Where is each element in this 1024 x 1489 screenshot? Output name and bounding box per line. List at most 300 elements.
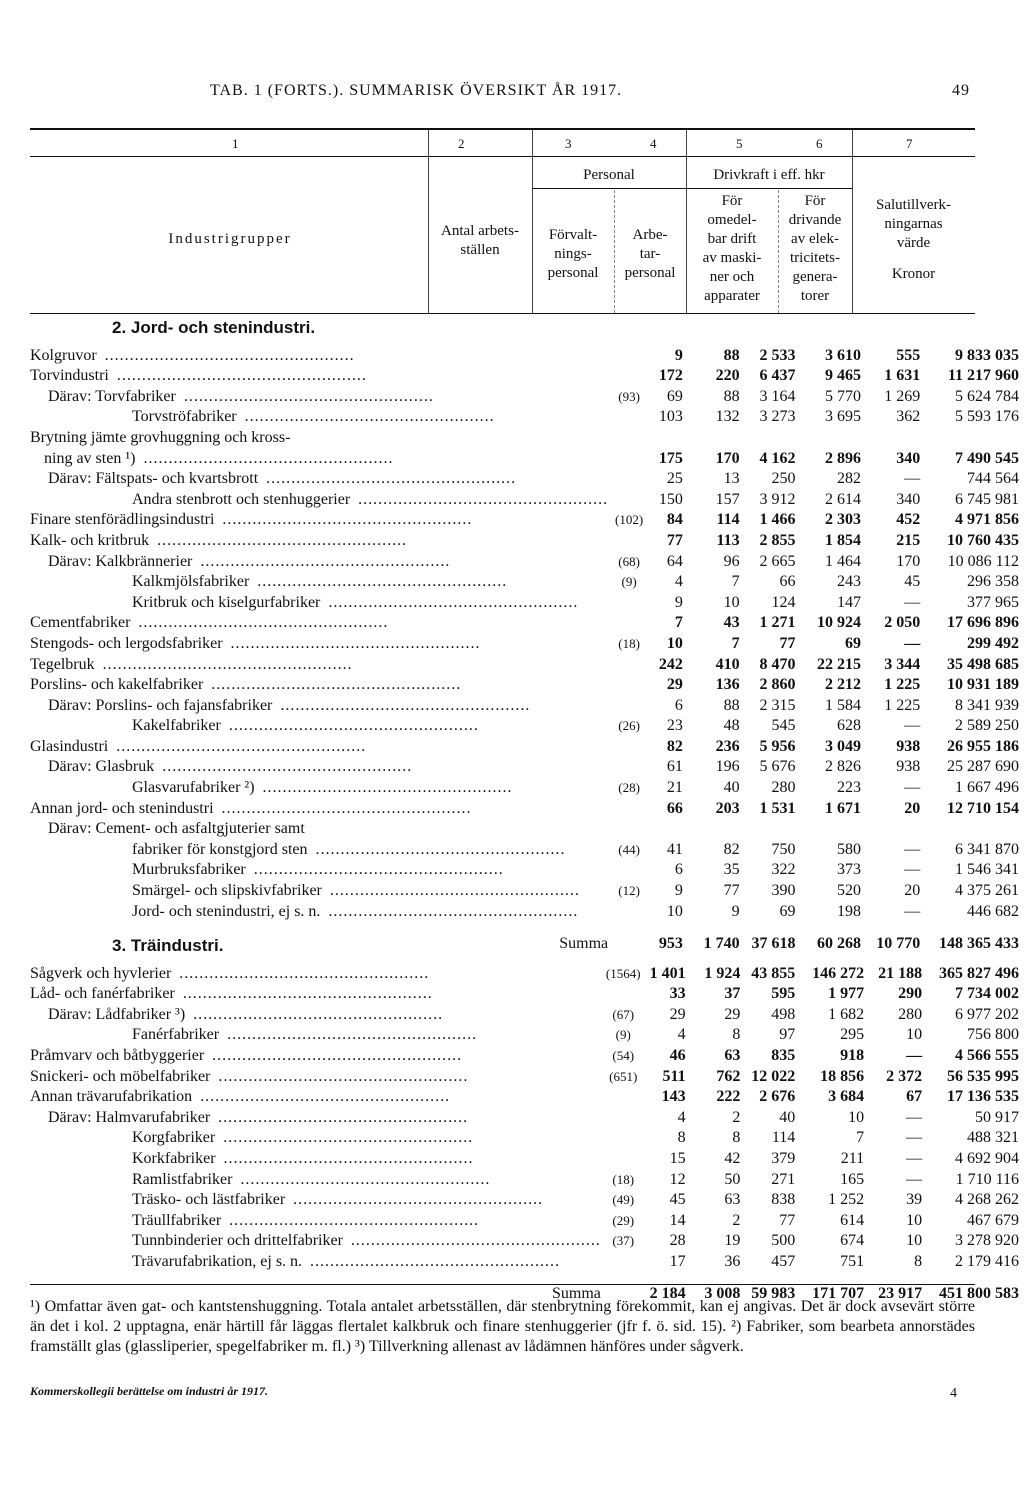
row-reference [608, 694, 650, 715]
cell-workers: 66 [779, 573, 796, 591]
cell-power-direct: 1 854 [824, 531, 861, 549]
row-reference: (18) [618, 635, 640, 651]
cell-workers: 250 [771, 470, 796, 488]
cell-power-direct: 918 [840, 1046, 865, 1064]
cell-workplaces: 25 [666, 470, 683, 488]
column-number-2: 2 [458, 136, 465, 151]
row-reference: (44) [618, 841, 640, 857]
cell-sales-value: 2 589 250 [955, 717, 1019, 735]
cell-sales-value: 9 833 035 [955, 346, 1019, 364]
table-row [30, 488, 1024, 509]
column-number-7: 7 [906, 136, 913, 151]
cell-sales-value: 10 931 189 [947, 676, 1019, 694]
row-label: Ramlistfabriker .................................................. [132, 1170, 491, 1188]
cell-power-generators: 67 [906, 1088, 923, 1106]
cell-sales-value: 299 492 [967, 634, 1019, 652]
cell-workplaces: 69 [666, 387, 683, 405]
cell-workers: 2 676 [759, 1088, 796, 1106]
cell-sales-value: 488 321 [967, 1129, 1019, 1147]
table-row [30, 756, 1024, 777]
cell-workers: 835 [771, 1046, 796, 1064]
row-label: Därav: Fältspats- och kvartsbrott .................................................. [48, 470, 517, 488]
cell-power-generators: — [904, 861, 921, 879]
cell-admin-personnel: 88 [723, 346, 740, 364]
cell-workplaces: 8 [677, 1129, 686, 1147]
cell-workplaces: 4 [674, 573, 683, 591]
row-label: Därav: Lådfabriker ³) .................................................. [48, 1005, 444, 1023]
row-label: Låd- och fanérfabriker .................................................. [30, 985, 433, 1003]
cell-sales-value: 377 965 [967, 593, 1019, 611]
row-label: Därav: Torvfabriker .................................................. [48, 387, 434, 405]
row-reference [601, 1127, 646, 1148]
sheet-mark: 4 [950, 1386, 957, 1401]
cell-workplaces: 84 [666, 511, 683, 529]
row-label: Andra stenbrott och stenhuggerier .................................................. [132, 490, 609, 508]
cell-power-generators: 215 [896, 531, 921, 549]
cell-sales-value: 5 624 784 [955, 387, 1019, 405]
cell-admin-personnel: 19 [724, 1232, 741, 1250]
cell-sales-value: 56 535 995 [947, 1067, 1019, 1085]
cell-workers: 271 [771, 1170, 796, 1188]
table-row [30, 1250, 1024, 1271]
cell-sales-value: 50 917 [975, 1108, 1019, 1126]
cell-workers: 500 [771, 1232, 796, 1250]
cell-admin-personnel: 1 924 [704, 964, 741, 982]
cell-admin-personnel: 10 [723, 593, 740, 611]
table-row [30, 550, 1024, 571]
table-row [30, 612, 1024, 633]
page-number: 49 [952, 82, 970, 99]
industry-groups-header: Industrigrupper [168, 231, 292, 247]
table-row [30, 735, 1024, 756]
cell-workplaces: 64 [666, 552, 683, 570]
cell-workplaces: 9 [674, 346, 683, 364]
cell-workplaces: 82 [666, 737, 683, 755]
table-row [30, 591, 1024, 612]
cell-power-generators: 20 [904, 799, 921, 817]
row-reference [601, 1147, 646, 1168]
cell-power-direct: 69 [844, 634, 861, 652]
cell-power-generators: — [906, 1046, 923, 1064]
row-label: Glasvarufabriker ²) .................................................. [132, 779, 513, 797]
cell-workers: 379 [771, 1149, 796, 1167]
cell-workplaces: 41 [666, 840, 683, 858]
column-number-4: 4 [650, 136, 657, 151]
total-power-generators: 10 770 [876, 934, 921, 952]
cell-workplaces: 175 [658, 449, 683, 467]
cell-sales-value: 6 745 981 [955, 490, 1019, 508]
cell-sales-value: 17 136 535 [947, 1088, 1019, 1106]
row-label: Brytning jämte grovhuggning och kross- [30, 426, 608, 447]
cell-power-generators: — [904, 634, 921, 652]
cell-workplaces: 6 [674, 696, 683, 714]
cell-workplaces [650, 426, 688, 447]
row-reference [608, 900, 650, 921]
cell-admin-personnel: 113 [716, 531, 740, 549]
table-row [30, 776, 1024, 797]
row-reference [601, 1086, 646, 1107]
cell-workplaces: 33 [669, 985, 686, 1003]
cell-sales-value: 1 710 116 [955, 1170, 1019, 1188]
cell-workers: 838 [771, 1191, 796, 1209]
table-row [30, 983, 1024, 1004]
row-label: Sågverk och hyvlerier .................................................. [30, 964, 430, 982]
row-label: Tunnbinderier och drittelfabriker .................................................. [132, 1232, 601, 1250]
cell-power-direct: 2 303 [824, 511, 861, 529]
row-label: Murbruksfabriker .................................................. [132, 861, 504, 879]
cell-power-generators: 10 [906, 1026, 923, 1044]
column-number-rule [30, 156, 975, 157]
cell-workplaces: 29 [666, 676, 683, 694]
column-number-5: 5 [736, 136, 743, 151]
cell-power-generators: 2 050 [884, 614, 921, 632]
row-reference [608, 735, 650, 756]
table-row [30, 1230, 1024, 1251]
row-label: Kolgruvor .................................................. [30, 346, 355, 364]
cell-workplaces: 103 [658, 408, 683, 426]
row-label: Därav: Kalkbrännerier .................................................. [48, 552, 451, 570]
direct-drive-header: För omedel- bar drift av maski- ner och apparater [702, 193, 762, 304]
row-label: Torvströfabriker .................................................. [132, 408, 495, 426]
row-reference [608, 591, 650, 612]
table-row [30, 715, 1024, 736]
cell-power-direct: 223 [836, 779, 861, 797]
cell-admin-personnel: 48 [723, 717, 740, 735]
table-row [30, 344, 1024, 365]
cell-workers: 43 855 [751, 964, 796, 982]
cell-workers: 390 [771, 882, 796, 900]
cell-sales-value: 2 179 416 [955, 1252, 1019, 1270]
cell-power-direct: 7 [856, 1129, 865, 1147]
cell-power-generators [866, 818, 925, 839]
row-reference [608, 447, 650, 468]
cell-workplaces: 242 [658, 655, 683, 673]
cell-admin-personnel: 35 [723, 861, 740, 879]
table-body [30, 344, 1024, 953]
row-reference [608, 426, 650, 447]
cell-workplaces: 150 [658, 490, 683, 508]
cell-power-generators [866, 426, 925, 447]
cell-power-direct: 3 049 [824, 737, 861, 755]
personnel-header: Personal [583, 167, 635, 183]
table-row [30, 1065, 1024, 1086]
cell-power-direct: 2 212 [824, 676, 861, 694]
cell-power-direct: 282 [836, 470, 861, 488]
cell-admin-personnel: 13 [723, 470, 740, 488]
cell-workers: 498 [771, 1005, 796, 1023]
table-row [30, 509, 1024, 530]
table-row [30, 838, 1024, 859]
row-reference [608, 859, 650, 880]
cell-power-direct: 165 [840, 1170, 865, 1188]
cell-power-direct: 3 610 [824, 346, 861, 364]
sales-value-header: Salutillverk- ningarnas värde Kronor [876, 197, 951, 282]
row-reference: (1564) [605, 965, 641, 981]
cell-power-direct: 3 695 [824, 408, 861, 426]
table-row [30, 1168, 1024, 1189]
row-label: Träullfabriker .................................................. [132, 1211, 480, 1229]
cell-sales-value [925, 818, 1024, 839]
table-row [30, 447, 1024, 468]
cell-power-direct: 2 896 [824, 449, 861, 467]
cell-admin-personnel: 2 [732, 1108, 741, 1126]
table-row [30, 694, 1024, 715]
cell-workers: 1 466 [759, 511, 796, 529]
cell-workers: 77 [779, 634, 796, 652]
cell-workers: 97 [779, 1026, 796, 1044]
cell-workplaces [650, 818, 688, 839]
cell-power-generators: — [904, 779, 921, 797]
table-row [30, 900, 1024, 921]
cell-sales-value: 7 734 002 [955, 985, 1019, 1003]
table-row [30, 1106, 1024, 1127]
row-reference: (26) [618, 718, 640, 734]
cell-power-generators: 1 631 [884, 367, 921, 385]
cell-workplaces: 21 [666, 779, 683, 797]
cell-power-direct: 2 826 [824, 758, 861, 776]
header-bottom-rule [30, 313, 975, 314]
row-reference: (68) [618, 553, 640, 569]
row-reference: (93) [618, 388, 640, 404]
column-number-3: 3 [565, 136, 572, 151]
cell-workplaces: 6 [674, 861, 683, 879]
cell-admin-personnel: 77 [723, 882, 740, 900]
cell-power-generators: — [906, 1149, 923, 1167]
cell-sales-value: 744 564 [967, 470, 1019, 488]
cell-power-generators: 1 225 [884, 676, 921, 694]
cell-power-direct: 1 584 [824, 696, 861, 714]
row-label: Glasindustri .................................................. [30, 737, 367, 755]
cell-power-generators: 10 [906, 1211, 923, 1229]
table-row [30, 879, 1024, 900]
section-title: 3. Träindustri. [112, 936, 224, 955]
table-row [30, 426, 1024, 447]
cell-power-generators: 452 [896, 511, 921, 529]
row-reference [608, 818, 650, 839]
row-reference [608, 674, 650, 695]
row-reference: (12) [618, 883, 640, 899]
table-row [30, 653, 1024, 674]
cell-power-generators: 1 225 [884, 696, 921, 714]
cell-power-direct: 1 464 [824, 552, 861, 570]
row-label: Pråmvarv och båtbyggerier .................................................. [30, 1046, 463, 1064]
total-admin-personnel: 3 008 [704, 1284, 741, 1302]
cell-power-generators: 20 [904, 882, 921, 900]
cell-workplaces: 10 [666, 634, 683, 652]
cell-power-generators: 45 [904, 573, 921, 591]
cell-power-direct: 2 614 [824, 490, 861, 508]
cell-admin-personnel: 63 [724, 1191, 741, 1209]
cell-workplaces: 4 [677, 1026, 686, 1044]
row-label: Porslins- och kakelfabriker .................................................. [30, 676, 462, 694]
row-label: Annan jord- och stenindustri .................................................. [30, 799, 472, 817]
cell-power-generators: 8 [914, 1252, 923, 1270]
cell-sales-value: 1 667 496 [955, 779, 1019, 797]
total-label: Summa [552, 1284, 601, 1302]
row-reference: (37) [612, 1233, 635, 1249]
cell-workplaces: 1 401 [649, 964, 686, 982]
cell-sales-value: 7 490 545 [955, 449, 1019, 467]
cell-sales-value: 756 800 [967, 1026, 1019, 1044]
row-reference: (651) [609, 1068, 638, 1084]
cell-sales-value: 11 217 960 [947, 367, 1019, 385]
table-row [30, 468, 1024, 489]
cell-workers: 5 956 [759, 737, 796, 755]
workplaces-header: Antal arbets- ställen [441, 223, 519, 258]
row-reference: (18) [612, 1171, 635, 1187]
total-power-direct: 171 707 [812, 1284, 865, 1302]
cell-power-direct: 614 [840, 1211, 865, 1229]
table-row [30, 962, 1024, 983]
cell-power-direct: 9 465 [824, 367, 861, 385]
cell-admin-personnel: 63 [724, 1046, 741, 1064]
table-row [30, 365, 1024, 386]
total-sales-value: 451 800 583 [939, 1284, 1019, 1302]
table-row [30, 1044, 1024, 1065]
cell-workers: 3 164 [759, 387, 796, 405]
row-reference: (67) [612, 1006, 635, 1022]
cell-power-direct: 580 [836, 840, 861, 858]
cell-sales-value: 4 692 904 [955, 1149, 1019, 1167]
row-label: Träsko- och lästfabriker .................................................. [132, 1191, 544, 1209]
cell-power-generators: — [906, 1108, 923, 1126]
cell-sales-value: 25 287 690 [947, 758, 1019, 776]
row-label: ning av sten ¹) .................................................. [44, 449, 394, 467]
cell-power-direct [801, 426, 866, 447]
cell-admin-personnel: 9 [731, 902, 740, 920]
cell-workers: 2 860 [759, 676, 796, 694]
cell-power-generators: — [904, 840, 921, 858]
cell-admin-personnel: 222 [716, 1088, 741, 1106]
data-table-stone [30, 344, 1024, 953]
cell-power-generators: — [904, 717, 921, 735]
column-numbers [30, 136, 975, 156]
table-row [30, 818, 1024, 839]
cell-power-direct: 628 [836, 717, 861, 735]
cell-sales-value: 10 086 112 [947, 552, 1019, 570]
cell-admin-personnel: 36 [724, 1252, 741, 1270]
cell-power-direct: 674 [840, 1232, 865, 1250]
cell-power-direct: 1 252 [828, 1191, 865, 1209]
cell-admin-personnel: 40 [723, 779, 740, 797]
row-reference [608, 797, 650, 818]
cell-workers: 12 022 [751, 1067, 796, 1085]
cell-sales-value: 8 341 939 [955, 696, 1019, 714]
cell-workplaces: 15 [669, 1149, 686, 1167]
row-reference [608, 406, 650, 427]
row-label: Därav: Halmvarufabriker .................................................. [48, 1108, 469, 1126]
table-row [30, 859, 1024, 880]
column-number-6: 6 [816, 136, 823, 151]
row-label: Därav: Glasbruk .................................................. [48, 758, 413, 776]
table-row [30, 1086, 1024, 1107]
cell-admin-personnel: 236 [715, 737, 740, 755]
cell-power-direct: 211 [840, 1149, 865, 1167]
source-line: Kommerskollegii berättelse om industri år 1917. [30, 1384, 269, 1398]
cell-admin-personnel: 82 [723, 840, 740, 858]
row-label: Annan trävarufabrikation .................................................. [30, 1088, 451, 1106]
table-row [30, 632, 1024, 653]
section-title: 2. Jord- och stenindustri. [112, 318, 316, 337]
cell-power-generators: 555 [896, 346, 921, 364]
cell-admin-personnel: 203 [715, 799, 740, 817]
cell-workers: 545 [771, 717, 796, 735]
cell-workers: 2 665 [759, 552, 796, 570]
table-row [30, 1003, 1024, 1024]
cell-workplaces: 172 [658, 367, 683, 385]
row-reference [608, 756, 650, 777]
cell-power-generators: — [906, 1170, 923, 1188]
data-table-wood [30, 962, 1024, 1303]
cell-sales-value: 10 760 435 [947, 531, 1019, 549]
cell-admin-personnel: 220 [715, 367, 740, 385]
table-row [30, 1024, 1024, 1045]
row-reference [608, 468, 650, 489]
cell-sales-value: 5 593 176 [955, 408, 1019, 426]
row-reference: (9) [621, 574, 637, 590]
cell-workplaces: 9 [674, 593, 683, 611]
cell-power-direct: 22 215 [816, 655, 861, 673]
cell-admin-personnel: 196 [715, 758, 740, 776]
total-workers: 59 983 [751, 1284, 796, 1302]
cell-power-direct: 373 [836, 861, 861, 879]
cell-power-generators: — [904, 593, 921, 611]
cell-workers: 4 162 [759, 449, 796, 467]
row-label: Därav: Cement- och asfaltgjuterier samt [30, 818, 608, 839]
cell-power-direct: 18 856 [820, 1067, 865, 1085]
cell-sales-value: 4 971 856 [955, 511, 1019, 529]
cell-power-generators: — [906, 1129, 923, 1147]
cell-workers: 6 437 [759, 367, 796, 385]
group-header-rule [532, 188, 852, 189]
table-row [30, 797, 1024, 818]
table-row [30, 1189, 1024, 1210]
cell-admin-personnel: 132 [715, 408, 740, 426]
row-reference: (54) [612, 1047, 635, 1063]
cell-workers: 2 533 [759, 346, 796, 364]
cell-admin-personnel: 410 [715, 655, 740, 673]
cell-workers: 69 [779, 902, 796, 920]
cell-admin-personnel [688, 426, 745, 447]
cell-sales-value: 17 696 896 [947, 614, 1019, 632]
cell-workplaces: 28 [669, 1232, 686, 1250]
row-label: Cementfabriker .................................................. [30, 614, 389, 632]
cell-power-generators: 170 [896, 552, 921, 570]
table-row [30, 1147, 1024, 1168]
row-label: Fanérfabriker .................................................. [132, 1026, 478, 1044]
cell-admin-personnel: 8 [732, 1129, 741, 1147]
cell-sales-value [925, 426, 1024, 447]
cell-workplaces: 77 [666, 531, 683, 549]
cell-admin-personnel: 157 [715, 490, 740, 508]
row-reference [601, 983, 646, 1004]
cell-power-generators: 39 [906, 1191, 923, 1209]
cell-workplaces: 45 [669, 1191, 686, 1209]
cell-power-generators: 10 [906, 1232, 923, 1250]
cell-power-generators: 3 344 [884, 655, 921, 673]
cell-sales-value: 4 268 262 [955, 1191, 1019, 1209]
cell-sales-value: 35 498 685 [947, 655, 1019, 673]
row-label: Tegelbruk .................................................. [30, 655, 353, 673]
workers-header: Arbe- tar- personal [624, 227, 676, 281]
cell-power-generators: 938 [896, 758, 921, 776]
admin-personnel-header: Förvalt- nings- personal [547, 227, 599, 281]
table-row [30, 571, 1024, 592]
row-reference [601, 1250, 646, 1271]
power-header: Drivkraft i eff. hkr [713, 167, 825, 183]
row-label: Stengods- och lergodsfabriker .................................................. [30, 634, 481, 652]
row-reference [608, 344, 650, 365]
